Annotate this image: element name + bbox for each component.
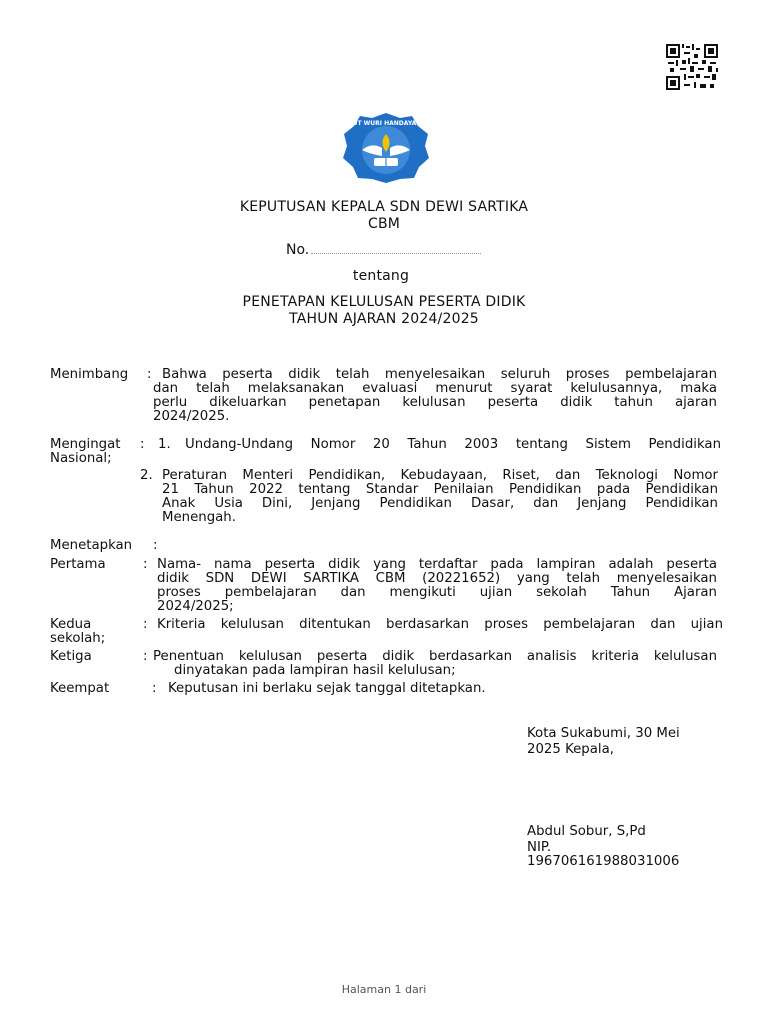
menimbang-sep: : [147,367,152,382]
pertama-sep: : [143,557,148,572]
qr-code-icon [666,44,718,90]
mengingat-item2-line2: 21 Tahun 2022 tentang Standar Penilaian Pendidikan pada Pendidikan [162,482,718,497]
tut-wuri-handayani-logo [342,112,430,184]
document-title-line2: CBM [367,216,401,232]
svg-text:TUT WURI HANDAYANI: TUT WURI HANDAYANI [348,120,424,127]
signature-place-date-line2: 2025 Kepala, [527,742,614,757]
subject-line1: PENETAPAN KELULUSAN PESERTA DIDIK [242,294,526,310]
number-blank [311,241,481,254]
number-label: No. [286,242,310,258]
document-title-line1: KEPUTUSAN KEPALA SDN DEWI SARTIKA [239,199,529,215]
mengingat-item2-line1: Peraturan Menteri Pendidikan, Kebudayaan, Riset, dan Teknologi Nomor [162,468,718,483]
pertama-label: Pertama [50,557,106,572]
mengingat-item1-line1: Undang-Undang Nomor 20 Tahun 2003 tentang Sistem Pendidikan [185,437,721,452]
mengingat-label: Mengingat [50,437,121,452]
document-number [286,241,481,258]
kedua-label: Kedua [50,617,92,632]
kedua-line2: sekolah; [50,631,106,646]
pertama-line4: 2024/2025; [157,599,234,614]
ketiga-label: Ketiga [50,649,92,664]
menetapkan-sep: : [153,538,158,553]
mengingat-item2-line3: Anak Usia Dini, Jenjang Pendidikan Dasar, dan Jenjang Pendidikan [162,496,718,511]
menimbang-line2: dan telah melaksanakan evaluasi menurut syarat kelulusannya, maka [153,381,717,396]
pertama-line3: proses pembelajaran dan mengikuti ujian sekolah Tahun Ajaran [157,585,717,600]
signature-place-date: Kota Sukabumi, 30 Mei [527,726,680,741]
ketiga-sep: : [143,649,148,664]
nip-label: NIP. [527,840,552,855]
page-footer: Halaman 1 dari [341,983,427,996]
menetapkan-label: Menetapkan [50,538,133,553]
menimbang-line1: Bahwa peserta didik telah menyelesaikan seluruh proses pembelajaran [162,367,717,382]
menimbang-line3: perlu dikeluarkan penetapan kelulusan peserta didik tahun ajaran [153,395,717,410]
kedua-sep: : [143,617,148,632]
pertama-line1: Nama- nama peserta didik yang terdaftar pada lampiran adalah peserta [157,557,717,572]
mengingat-item2-line4: Menengah. [162,510,236,525]
signatory-name: Abdul Sobur, S,Pd [527,824,646,839]
mengingat-sep: : [140,437,145,452]
mengingat-item1-number: 1. [158,437,171,452]
kedua-line1: Kriteria kelulusan ditentukan berdasarkan proses pembelajaran dan ujian [157,617,723,632]
subject-line2: TAHUN AJARAN 2024/2025 [289,311,479,327]
ketiga-line1: Penentuan kelulusan peserta didik berdasarkan analisis kriteria kelulusan [153,649,717,664]
mengingat-item1-line2: Nasional; [50,451,112,466]
about-label: tentang [352,268,410,284]
keempat-label: Keempat [50,681,110,696]
keempat-text: Keputusan ini berlaku sejak tanggal ditetapkan. [168,681,486,696]
pertama-line2: didik SDN DEWI SARTIKA CBM (20221652) yang telah menyelesaikan [157,571,717,586]
menimbang-label: Menimbang [50,367,129,382]
keempat-sep: : [152,681,157,696]
menimbang-line4: 2024/2025. [153,409,230,424]
mengingat-item2-number: 2. [140,468,153,483]
ketiga-line2: dinyatakan pada lampiran hasil kelulusan; [174,663,456,678]
nip-number: 196706161988031006 [527,854,680,869]
